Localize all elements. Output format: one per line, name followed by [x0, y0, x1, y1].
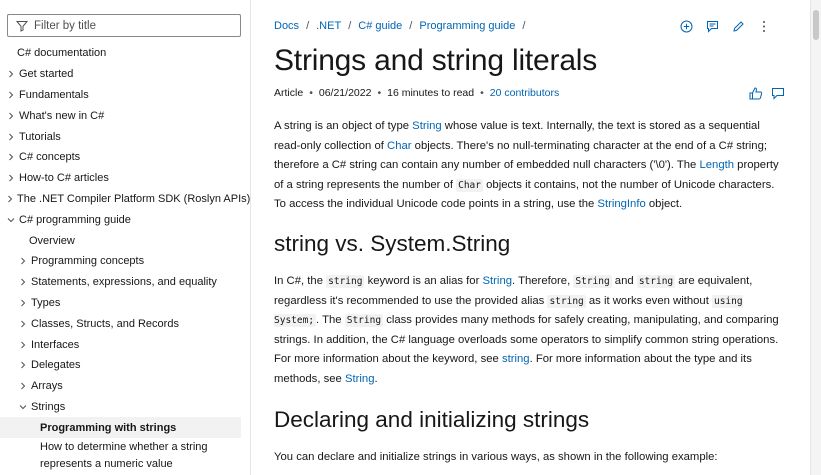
toc-item-label: Strings [31, 400, 66, 413]
scrollbar-thumb[interactable] [813, 10, 819, 40]
inline-link[interactable]: string [501, 353, 530, 366]
toc-item[interactable] [0, 105, 250, 126]
paragraph-text: You can declare and initialize strings in various ways, as shown in the following example: [274, 451, 718, 463]
toc-item[interactable] [0, 272, 250, 293]
toc-item-label: Get started [19, 68, 74, 81]
paragraph-text: whose value is text. Internally, the text is stored as a sequential read-only collection of [274, 120, 760, 152]
inline-code: using System; [274, 295, 743, 327]
breadcrumb-separator: / [409, 20, 413, 32]
toc-item-label: Programming with strings [40, 421, 177, 434]
toc-item[interactable] [0, 209, 250, 230]
chevron-right-icon[interactable] [19, 361, 27, 369]
inline-code: String [346, 315, 382, 327]
inline-code: string [549, 295, 584, 307]
toc-item[interactable] [0, 376, 250, 397]
breadcrumb-link[interactable]: .NET [316, 20, 342, 32]
thumbs-up-icon[interactable] [748, 86, 764, 100]
more-vertical-icon[interactable] [756, 18, 772, 34]
meta-read-time: 16 minutes to read [387, 87, 475, 99]
breadcrumb-link[interactable]: Programming guide [419, 20, 516, 32]
add-circle-icon[interactable] [678, 18, 694, 34]
paragraph-text: object. [645, 198, 683, 211]
edit-pencil-icon[interactable] [730, 18, 746, 34]
inline-link[interactable]: String [412, 120, 442, 132]
breadcrumb-separator: / [306, 20, 310, 32]
paragraph-text: . For more information about the type and its methods, see [274, 353, 752, 385]
paragraph-text: as it works even without [585, 294, 712, 307]
toc-item[interactable] [0, 189, 250, 210]
breadcrumb-link[interactable]: Docs [274, 20, 300, 32]
filter-icon [15, 19, 29, 33]
filter-box[interactable] [7, 14, 241, 37]
declaring-paragraph [274, 448, 784, 468]
paragraph-text: class provides many methods for safely creating, manipulating, and comparing strings. In addition, the C# language overloads some operators to simplify common string operations. For more information about the keyword, see [274, 314, 779, 366]
toc-item[interactable] [0, 355, 250, 376]
inline-code: string [638, 276, 674, 287]
toc-item-label: Classes, Structs, and Records [31, 317, 179, 330]
toc-item[interactable] [0, 417, 241, 438]
meta-date: 06/21/2022 [318, 87, 372, 99]
toc-item-label: Interfaces [31, 338, 80, 351]
toc-item[interactable] [0, 334, 250, 355]
chevron-right-icon[interactable] [19, 382, 27, 390]
feedback-comment-icon[interactable] [770, 86, 786, 100]
chevron-right-icon[interactable] [7, 70, 15, 78]
breadcrumb-separator: / [522, 20, 526, 32]
toc-item[interactable] [0, 43, 250, 64]
toc-item-label: Delegates [31, 359, 81, 372]
chevron-right-icon[interactable] [7, 133, 15, 141]
toc-item-label: C# concepts [19, 151, 81, 164]
paragraph-text: A string is an object of type [274, 120, 413, 132]
meta-separator: • [309, 87, 313, 99]
paragraph-text: objects it contains, not the number of Unicode characters. To access the individual Unicode code points in a string, use the [274, 178, 775, 211]
sidebar-divider [250, 0, 251, 475]
toc-item-label: Tutorials [19, 130, 61, 143]
filter-input[interactable] [34, 20, 234, 32]
toc-item-label: Overview [29, 234, 75, 247]
breadcrumb-separator: / [348, 20, 352, 32]
paragraph-text: . The [316, 314, 345, 327]
toc-item-label: Types [31, 296, 61, 309]
inline-code: string [328, 276, 363, 287]
toc-item[interactable] [0, 293, 250, 314]
paragraph-text: objects. There's no null-terminating character at the end of a C# string; therefore a C# string can contain any number of embedded null characters ('\0'). The [274, 139, 768, 172]
section-heading-string-vs-system-string: string vs. System.String [274, 231, 511, 256]
paragraph-text: keyword is an alias for [364, 275, 483, 287]
chevron-right-icon[interactable] [19, 341, 27, 349]
inline-link[interactable]: String [482, 275, 513, 287]
article-main [274, 0, 794, 475]
toc-item-label: Arrays [31, 380, 63, 393]
chevron-right-icon[interactable] [7, 153, 15, 161]
toc-item-label: What's new in C# [19, 109, 105, 122]
toc-item-label: Programming concepts [31, 255, 145, 268]
toc-item[interactable] [0, 64, 250, 85]
inline-link[interactable]: Length [699, 159, 735, 172]
toc-item-label: C# programming guide [19, 213, 131, 226]
article-meta [274, 87, 559, 99]
paragraph-text: In C#, the [274, 275, 327, 287]
breadcrumb-link[interactable]: C# guide [358, 20, 403, 32]
chevron-right-icon[interactable] [19, 320, 27, 328]
toc-item[interactable] [0, 126, 250, 147]
toc-item[interactable] [0, 168, 250, 189]
toc-item-label: C# documentation [17, 47, 107, 60]
toc-item[interactable] [0, 251, 250, 272]
toc-item[interactable] [0, 230, 250, 251]
feedback-icons [748, 86, 792, 100]
toc-item[interactable] [0, 85, 250, 106]
toc-item[interactable] [0, 313, 250, 334]
toc-item[interactable] [0, 438, 250, 474]
chevron-right-icon[interactable] [19, 299, 27, 307]
inline-code: String [575, 276, 610, 287]
chevron-right-icon[interactable] [7, 195, 13, 203]
toc-item-label: The .NET Compiler Platform SDK (Roslyn APIs) [17, 192, 250, 205]
toc-item-label: Fundamentals [19, 88, 89, 101]
chevron-right-icon[interactable] [7, 112, 15, 120]
paragraph-text: are equivalent, regardless it's recommended to use the provided alias [274, 275, 753, 307]
article-actions [678, 18, 782, 34]
chevron-right-icon[interactable] [19, 257, 27, 265]
breadcrumb [274, 20, 532, 32]
meta-type: Article [274, 87, 304, 99]
inline-link[interactable]: StringInfo [597, 198, 646, 211]
meta-separator: • [377, 87, 382, 99]
paragraph-text: and [611, 275, 637, 287]
chevron-down-icon[interactable] [19, 404, 27, 410]
toc-list [0, 43, 250, 474]
sidebar-nav [0, 0, 250, 475]
toc-item[interactable] [0, 397, 250, 418]
paragraph-text: property of a string represents the number of [274, 159, 779, 191]
inline-code: Char [458, 179, 481, 191]
inline-link[interactable]: String [344, 372, 375, 385]
section-heading-declaring-strings: Declaring and initializing strings [274, 407, 590, 432]
meta-separator: • [480, 87, 484, 99]
toc-item-label: How-to C# articles [19, 172, 109, 185]
page-title: Strings and string literals [274, 44, 598, 77]
toc-item-label: How to determine whether a string represents a numeric value [40, 441, 208, 471]
toc-item-label: Statements, expressions, and equality [31, 276, 217, 289]
toc-item[interactable] [0, 147, 250, 168]
inline-link[interactable]: Char [387, 139, 412, 152]
string-alias-paragraph [274, 272, 784, 390]
chevron-down-icon[interactable] [7, 217, 15, 223]
contributors-link[interactable]: 20 contributors [489, 87, 560, 99]
page-scrollbar[interactable] [810, 0, 821, 475]
paragraph-text: . [374, 372, 378, 385]
chevron-right-icon[interactable] [7, 174, 15, 182]
intro-paragraph [274, 117, 784, 215]
chevron-right-icon[interactable] [7, 91, 15, 99]
chevron-right-icon[interactable] [19, 278, 27, 286]
comment-icon[interactable] [704, 18, 720, 34]
paragraph-text: . Therefore, [512, 275, 574, 287]
